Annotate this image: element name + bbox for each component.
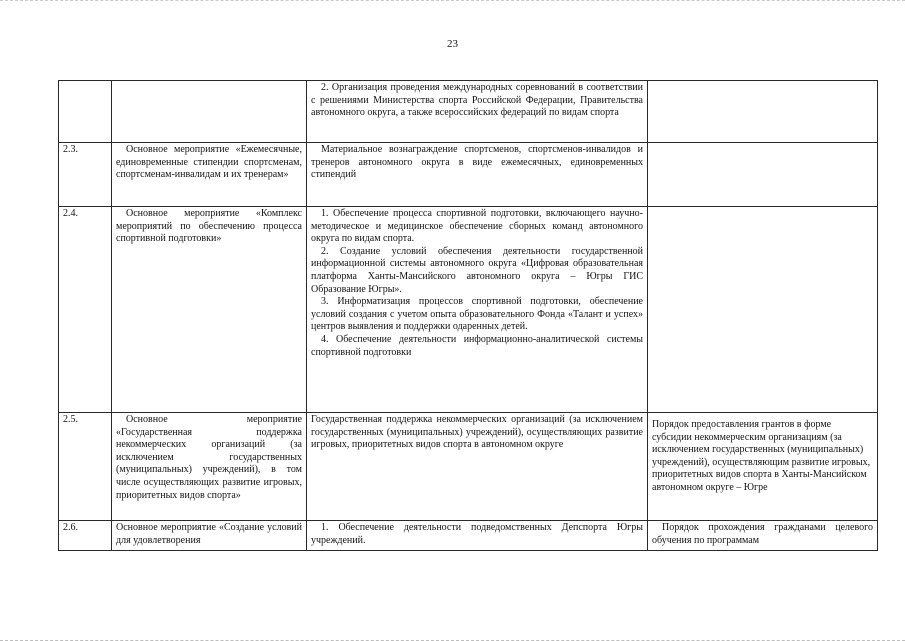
event-name: Основное мероприятие «Создание условий для удовлетворения [112,521,307,551]
regulating-document [648,143,878,207]
event-name [112,81,307,143]
event-actions: 1. Обеспечение деятельности подведомственных Депспорта Югры учреждений. [307,521,648,551]
regulating-document: Порядок прохождения гражданами целевого обучения по программам [648,521,878,551]
regulating-document [648,207,878,413]
event-action-item: 1. Обеспечение процесса спортивной подготовки, включающего научно-методическое и медицинское обеспечение сборных команд автономного округа по видам спорта. [311,208,643,245]
event-action-item: 4. Обеспечение деятельности информационно-аналитической системы спортивной подготовки [311,333,643,358]
table-row [59,207,878,413]
page-number: 23 [447,38,458,50]
row-number [59,81,112,143]
table-row [59,143,878,207]
program-table [58,80,878,551]
row-number: 2.6. [59,521,112,551]
regulating-document: Порядок предоставления грантов в форме субсидии некоммерческим организациям (за исключением государственных (муниципальных) учреждений), осуществляющим развитие игровых, приоритетных видов спорта в Ханты-Мансийском автономном округе – Югре [648,413,878,521]
event-actions: Материальное вознаграждение спортсменов, спортсменов-инвалидов и тренеров автономного округа в виде ежемесячных, единовременных стипендий [307,143,648,207]
table-row [59,81,878,143]
event-name: Основное мероприятие «Ежемесячные, единовременные стипендии спортсменам, спортсменам-инвалидам и их тренерам» [112,143,307,207]
event-action-item: 3. Информатизация процессов спортивной подготовки, обеспечение условий создания с учетом опыта образовательного Фонда «Талант и успех» центров выявления и поддержки одаренных детей. [311,296,643,333]
row-number: 2.5. [59,413,112,521]
event-actions [307,207,648,413]
scan-edge-bottom [0,628,905,641]
row-number: 2.3. [59,143,112,207]
table-row [59,521,878,551]
table-row [59,413,878,521]
event-action-item: 2. Создание условий обеспечения деятельности государственной информационной системы автономного округа «Цифровая образовательная платформа Ханты-Мансийского автономного округа – Югры ГИС Образование Югры». [311,245,643,295]
event-actions: Государственная поддержка некоммерческих организаций (за исключением государственных (муниципальных) учреждений), осуществляющих развитие игровых, приоритетных видов спорта в автономном округе [307,413,648,521]
regulating-document [648,81,878,143]
event-actions: 2. Организация проведения международных соревнований в соответствии с решениями Министерства спорта Российской Федерации, Правительства автономного округа, а также всероссийских федераций по видам спорта [307,81,648,143]
event-name: Основное мероприятие «Комплекс мероприятий по обеспечению процесса спортивной подготовки» [112,207,307,413]
scan-edge-top [0,0,905,13]
event-name: Основное мероприятие «Государственная поддержка некоммерческих организаций (за исключением государственных (муниципальных) учреждений), в том числе осуществляющих развитие игровых, приоритетных видов спорта» [112,413,307,521]
row-number: 2.4. [59,207,112,413]
